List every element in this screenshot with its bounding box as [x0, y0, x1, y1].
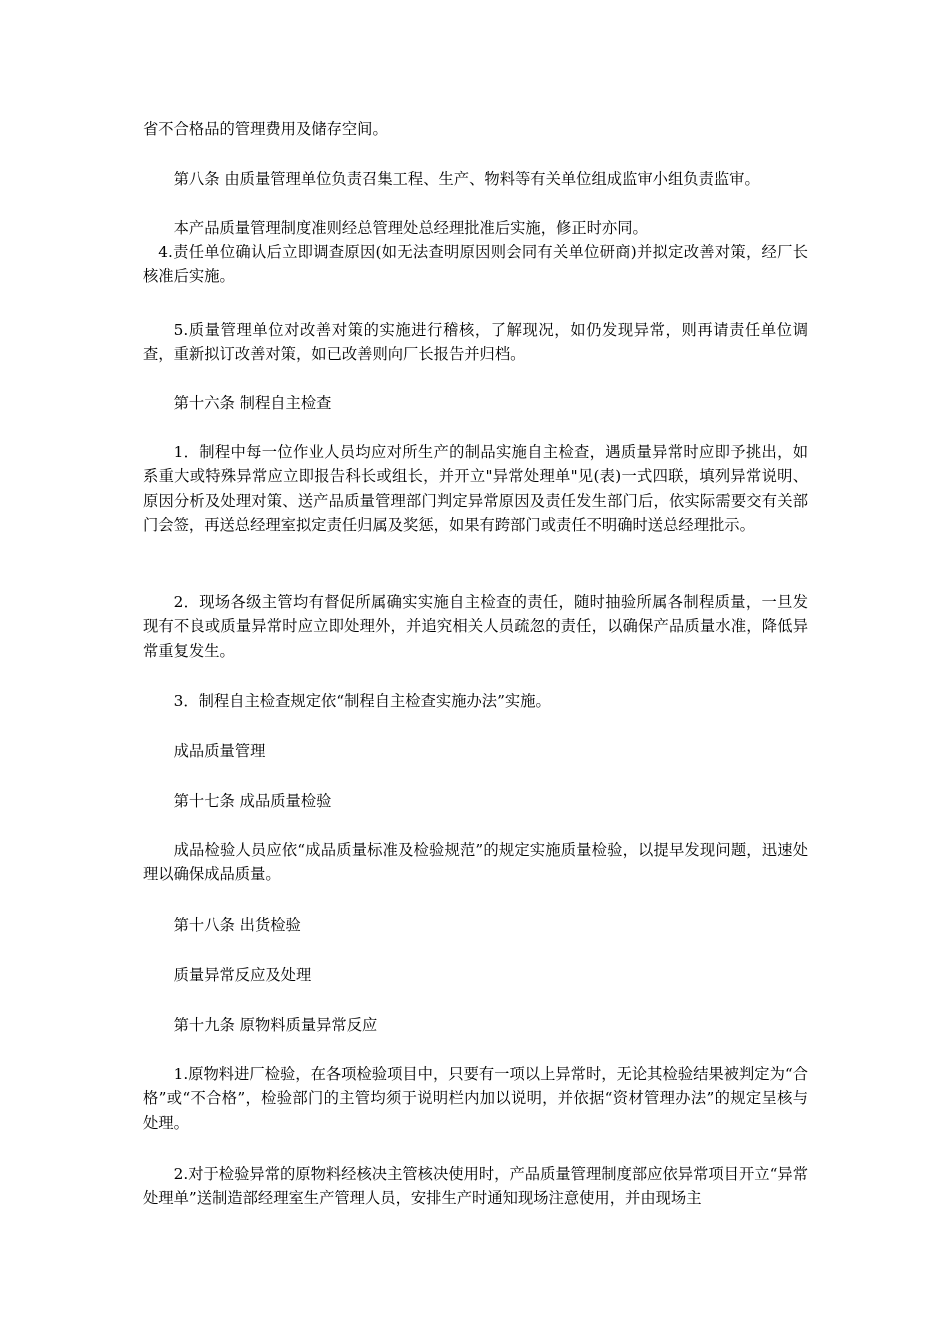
item-4: 4.责任单位确认后立即调查原因(如无法查明原因则会同有关单位研商)并拟定改善对策，经厂长核准后实施。 — [143, 243, 808, 286]
article-16-item-3: 3．制程自主检查规定依“制程自主检查实施办法”实施。 — [173, 692, 551, 710]
article-16-item-2: 2．现场各级主管均有督促所属确实实施自主检查的责任，随时抽验所属各制程质量，一旦发现有不良或质量异常时应立即处理外，并追究相关人员疏忽的责任，以确保产品质量水准，降低异常重复发生。 — [143, 593, 808, 660]
section-heading-quality-anomaly: 质量异常反应及处理 — [173, 966, 312, 984]
item-5: 5.质量管理单位对改善对策的实施进行稽核，了解现况，如仍发现异常，则再请责任单位调查，重新拟订改善对策，如已改善则向厂长报告并归档。 — [143, 321, 808, 364]
article-18-heading: 第十八条 出货检验 — [173, 916, 301, 934]
article-16-item-1: 1．制程中每一位作业人员均应对所生产的制品实施自主检查，遇质量异常时应即予挑出，如系重大或特殊异常应立即报告科长或组长，并开立"异常处理单"见(表)一式四联，填列异常说明、原因分析及处理对策、送产品质量管理部门判定异常原因及责任发生部门后，依实际需要交有关部门会签，再送总经理室拟定责任归属及奖惩，如果有跨部门或责任不明确时送总经理批示。 — [143, 443, 808, 534]
article-8: 第八条 由质量管理单位负责召集工程、生产、物料等有关单位组成监审小组负责监审。 — [173, 170, 760, 188]
paragraph-continuation: 省不合格品的管理费用及储存空间。 — [143, 120, 388, 138]
article-19-item-2: 2.对于检验异常的原物料经核决主管核决使用时，产品质量管理制度部应依异常项目开立“异常处理单”送制造部经理室生产管理人员，安排生产时通知现场注意使用，并由现场主 — [143, 1165, 808, 1208]
article-19-item-1: 1.原物料进厂检验，在各项检验项目中，只要有一项以上异常时，无论其检验结果被判定为“合格”或“不合格”，检验部门的主管均须于说明栏内加以说明，并依据“资材管理办法”的规定呈核与处理。 — [143, 1065, 808, 1132]
article-17-body: 成品检验人员应依“成品质量标准及检验规范”的规定实施质量检验，以提早发现问题，迅速处理以确保成品质量。 — [143, 841, 808, 884]
article-17-heading: 第十七条 成品质量检验 — [173, 792, 332, 810]
approval-note: 本产品质量管理制度准则经总管理处总经理批准后实施，修正时亦同。 — [173, 219, 648, 237]
section-heading-finished-product: 成品质量管理 — [173, 742, 266, 760]
article-19-heading: 第十九条 原物料质量异常反应 — [173, 1016, 378, 1034]
article-16-heading: 第十六条 制程自主检查 — [173, 394, 332, 412]
